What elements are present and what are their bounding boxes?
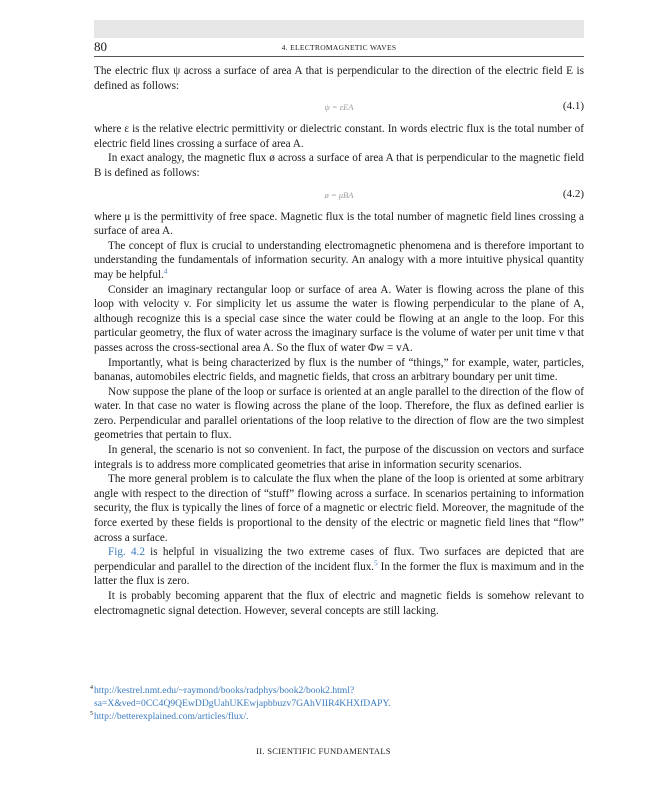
equation-body: ψ = εEA xyxy=(324,102,354,113)
paragraph xyxy=(94,239,584,283)
chapter-title: 4. ELECTROMAGNETIC WAVES xyxy=(281,43,397,52)
paragraph: Now suppose the plane of the loop or surface is oriented at an angle parallel to the direction of the flow of water. In that case no water is flowing across the plane of the loop. Therefore, the flux as defined earlier is zero. Perpendicular and parallel orientations of the loop relative to the direction of flow are the two simplest geometries that pertain to flux. xyxy=(94,385,584,442)
footnote-number: 4 xyxy=(90,685,93,691)
footnote xyxy=(90,710,584,723)
footnote-link[interactable]: http://betterexplained.com/articles/flux/. xyxy=(94,711,249,722)
paragraph-text: The concept of flux is crucial to understanding electromagnetic phenomena and is therefore important to understanding the fundamentals of information security. An analogy with a more intuitive physical quantity may be helpful. xyxy=(94,239,584,281)
paragraph-text: In the former the flux is maximum and in the latter the flux is zero. xyxy=(94,560,585,588)
footnote-number: 5 xyxy=(90,711,93,717)
equation-body: ø = μBA xyxy=(324,189,354,200)
running-footer: II. SCIENTIFIC FUNDAMENTALS xyxy=(256,746,391,756)
figure-link[interactable]: Fig. 4.2 xyxy=(108,546,145,559)
paragraph: where ε is the relative electric permittivity or dielectric constant. In words electric flux is the total number of electric field lines crossing a surface of area A. xyxy=(94,123,584,150)
paragraph xyxy=(94,545,584,589)
equation-number: (4.2) xyxy=(562,187,584,200)
running-header xyxy=(94,38,584,57)
page-number: 80 xyxy=(94,39,107,54)
paragraph: In general, the scenario is not so convenient. In fact, the purpose of the discussion on vectors and surface integrals is to address more complicated geometries that arise in information security scenarios. xyxy=(94,444,584,471)
paragraph-text: is helpful in visualizing the two extreme cases of flux. Two surfaces are depicted that are perpendicular and parallel to the direction of the incident flux. xyxy=(94,546,584,573)
paragraph: Consider an imaginary rectangular loop or surface of area A. Water is flowing across the plane of this loop with velocity v. For simplicity let us assume the water is flowing perpendicular to the plane of A, although recognize this is a special case since the water could be flowing at an angle to the loop. For this particular geometry, the flux of water across the imaginary surface is the volume of water per unit time v that passes across the cross-sectional area A. So the flux of water Φw = vA. xyxy=(94,283,584,354)
top-band xyxy=(94,20,584,38)
paragraph: It is probably becoming apparent that the flux of electric and magnetic fields is somehow relevant to electromagnetic signal detection. However, several concepts are still lacking. xyxy=(94,590,584,617)
paragraph: Importantly, what is being characterized by flux is the number of “things,” for example, water, particles, bananas, automobiles electric fields, and magnetic fields, that cross an arbitrary boundary per unit time. xyxy=(94,356,584,384)
equation xyxy=(94,95,584,119)
paragraph: where μ is the permittivity of free space. Magnetic flux is the total number of magnetic field lines crossing a surface of area A. xyxy=(94,210,584,238)
body-text xyxy=(94,64,584,618)
equation-number: (4.1) xyxy=(562,100,584,113)
footnote-ref[interactable]: 5 xyxy=(374,559,378,568)
footnote xyxy=(90,684,584,710)
paragraph: The electric flux ψ across a surface of area A that is perpendicular to the direction of the electric field E is defined as follows: xyxy=(94,65,584,92)
equation xyxy=(94,183,584,207)
footnote-link[interactable]: http://kestrel.nmt.edu/~raymond/books/radphys/book2/book2.html?sa=X&ved=0CC4Q9QEwDDgUahUKEwjapbbuzv7GAhVIIR4KHXfDAPY. xyxy=(94,685,391,709)
footnote-ref[interactable]: 4 xyxy=(163,267,168,276)
paragraph: The more general problem is to calculate the flux when the plane of the loop is oriented at some arbitrary angle with respect to the direction of “stuff” flowing across a surface. In scenarios pertaining to information security, the flux is typically the lines of force of a magnetic or electric field. Moreover, the magnitude of the force exerted by these fields is proportional to the density of the electric or magnetic field lines that “flow” across a surface. xyxy=(94,473,584,544)
paragraph: In exact analogy, the magnetic flux ø across a surface of area A that is perpendicular to the magnetic field B is defined as follows: xyxy=(94,152,584,179)
footnotes xyxy=(90,684,584,723)
